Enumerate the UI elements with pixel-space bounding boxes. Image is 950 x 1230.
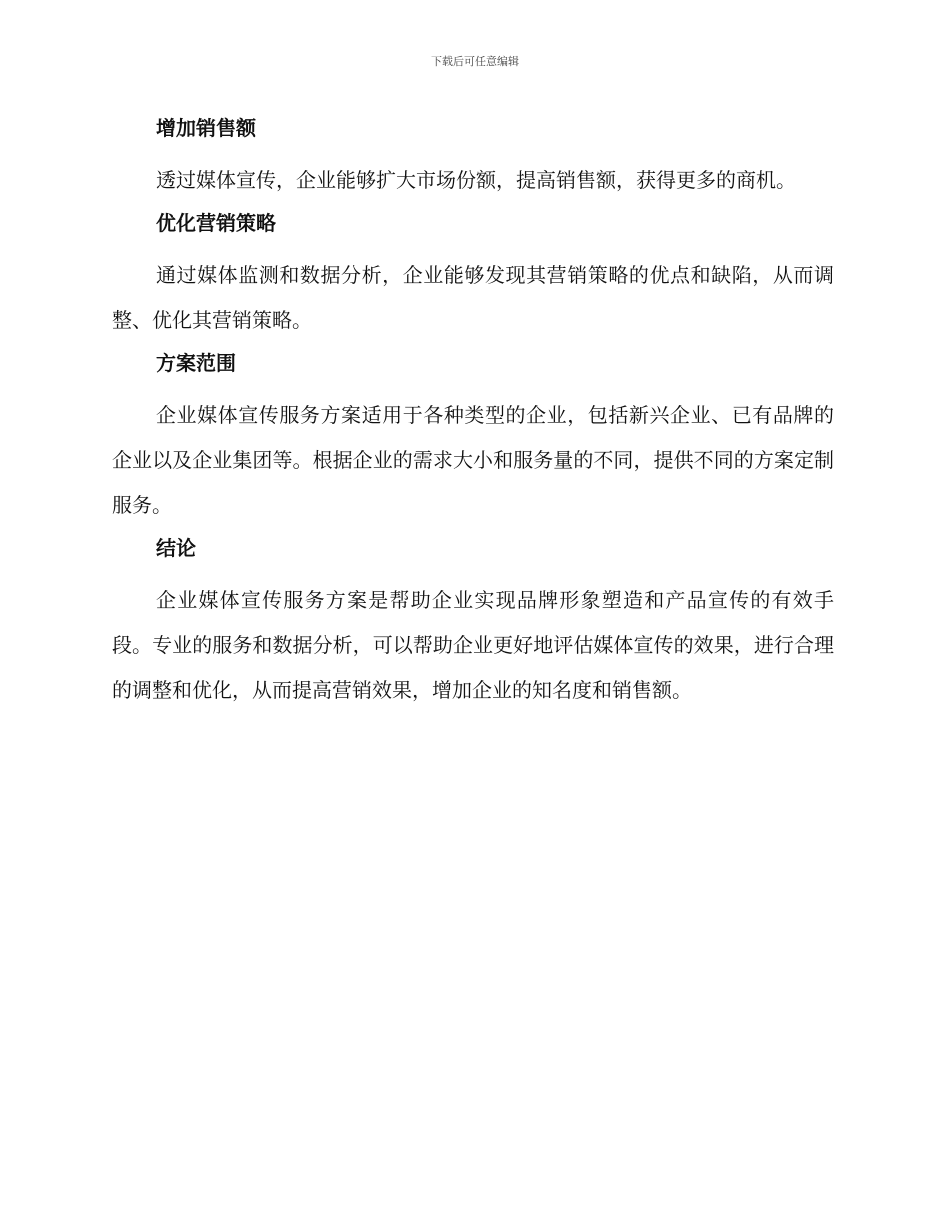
section-paragraph: 透过媒体宣传，企业能够扩大市场份额，提高销售额，获得更多的商机。: [156, 168, 796, 192]
section-paragraph: 通过媒体监测和数据分析，企业能够发现其营销策略的优点和缺陷，从而调整、优化其营销策略。: [112, 263, 834, 332]
section-scope: [112, 347, 834, 528]
section-heading: 优化营销策略: [156, 211, 276, 235]
page-header: 下载后可任意编辑: [431, 55, 519, 68]
section-optimize-marketing: [112, 207, 834, 343]
section-heading: 方案范围: [156, 351, 236, 375]
section-paragraph: 企业媒体宣传服务方案是帮助企业实现品牌形象塑造和产品宣传的有效手段。专业的服务和数据分析，可以帮助企业更好地评估媒体宣传的效果，进行合理的调整和优化，从而提高营销效果，增加企业的知名度和销售额。: [112, 588, 834, 702]
section-conclusion: [112, 532, 834, 713]
document-body: [112, 112, 834, 717]
section-paragraph: 企业媒体宣传服务方案适用于各种类型的企业，包括新兴企业、已有品牌的企业以及企业集团等。根据企业的需求大小和服务量的不同，提供不同的方案定制服务。: [112, 403, 834, 517]
section-heading: 增加销售额: [156, 116, 256, 140]
section-increase-sales: [112, 112, 834, 203]
section-heading: 结论: [156, 536, 196, 560]
